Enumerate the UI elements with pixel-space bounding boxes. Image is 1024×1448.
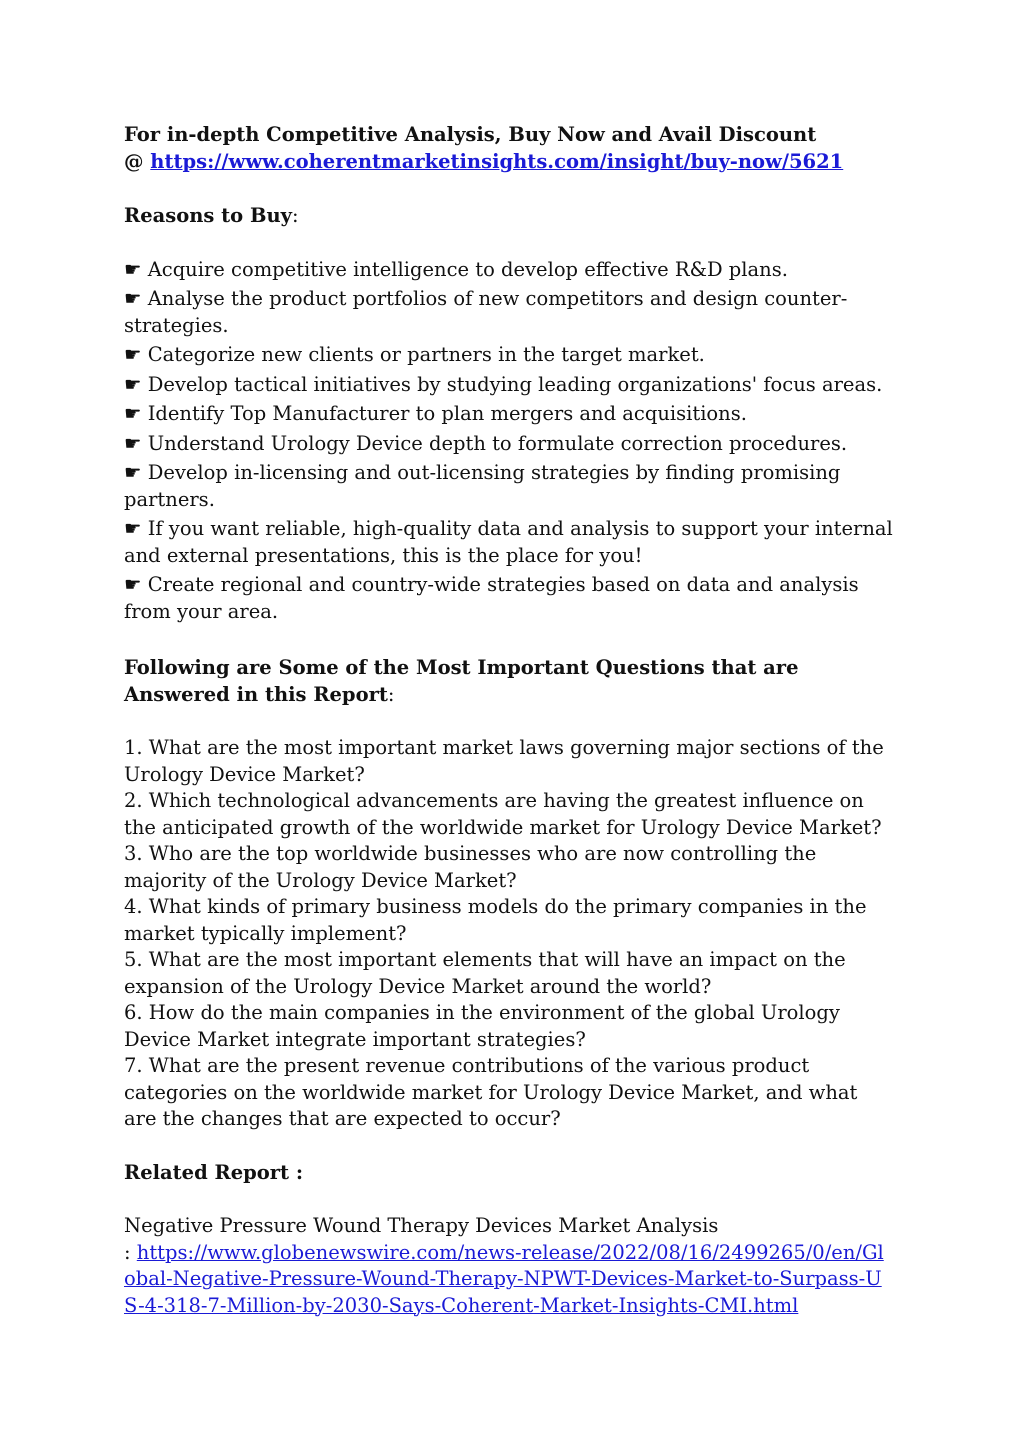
reasons-heading-colon: : (291, 204, 299, 227)
pointing-hand-icon: ☛ (124, 573, 142, 596)
questions-heading-colon: : (387, 682, 395, 706)
list-item: ☛ Understand Urology Device depth to formulate correction procedures. (124, 431, 848, 455)
list-item: 3. Who are the top worldwide businesses who are now controlling the majority of the Urology Device Market? (124, 842, 817, 892)
list-item: 4. What kinds of primary business models do the primary companies in the market typically implement? (124, 895, 867, 945)
list-item: ☛ Identify Top Manufacturer to plan mergers and acquisitions. (124, 402, 747, 425)
list-item: ☛ Acquire competitive intelligence to develop effective R&D plans. (124, 257, 788, 281)
related-report-link[interactable]: https://www.globenewswire.com/news-release/2022/08/16/2499265/0/en/Global-Negative-Pressure-Wound-Therapy-NPWT-Devices-Market-to-Surpass-US-4-318-7-Million-by-2030-Says-Coherent-Market-Insights-CMI.html (124, 1240, 884, 1317)
list-item: ☛ Develop in-licensing and out-licensing strategies by finding promising partners. (124, 461, 841, 511)
related-report-heading: Related Report : (124, 1160, 304, 1184)
cta-text: For in-depth Competitive Analysis, Buy Now and Avail Discount (124, 123, 817, 146)
related-report-colon: : (124, 1240, 137, 1264)
at-sign: @ (124, 149, 151, 173)
document-page (124, 122, 894, 1319)
questions-heading-text: Following are Some of the Most Important Questions that are Answered in this Report (124, 656, 799, 706)
related-report (124, 1213, 894, 1319)
list-item: ☛ Develop tactical initiatives by studying leading organizations' focus areas. (124, 372, 883, 396)
pointing-hand-icon: ☛ (124, 431, 142, 455)
questions-heading (124, 655, 894, 708)
reasons-heading (124, 203, 894, 230)
pointing-hand-icon: ☛ (124, 372, 142, 396)
reasons-list (124, 257, 894, 626)
buy-now-link[interactable]: https://www.coherentmarketinsights.com/insight/buy-now/5621 (150, 149, 844, 173)
cta-section (124, 122, 894, 175)
list-item: 7. What are the present revenue contributions of the various product categories on the worldwide market for Urology Device Market, and what are the changes that are expected to occur? (124, 1054, 858, 1130)
questions-list (124, 735, 894, 1133)
list-item: ☛ Analyse the product portfolios of new competitors and design counter-strategies. (124, 287, 848, 337)
list-item: ☛ Create regional and country-wide strategies based on data and analysis from your area. (124, 573, 859, 623)
list-item: 6. How do the main companies in the environment of the global Urology Device Market integrate important strategies? (124, 1001, 840, 1051)
pointing-hand-icon: ☛ (124, 402, 142, 425)
list-item: 2. Which technological advancements are having the greatest influence on the anticipated growth of the worldwide market for Urology Device Market? (124, 789, 882, 839)
pointing-hand-icon: ☛ (124, 257, 142, 281)
list-item: 5. What are the most important elements that will have an impact on the expansion of the Urology Device Market around the world? (124, 948, 846, 998)
related-report-title: Negative Pressure Wound Therapy Devices Market Analysis (124, 1214, 719, 1237)
pointing-hand-icon: ☛ (124, 343, 142, 366)
list-item: ☛ Categorize new clients or partners in the target market. (124, 343, 705, 366)
pointing-hand-icon: ☛ (124, 287, 142, 310)
list-item: ☛ If you want reliable, high-quality data and analysis to support your internal and external presentations, this is the place for you! (124, 517, 893, 567)
reasons-heading-text: Reasons to Buy (124, 204, 292, 227)
list-item: 1. What are the most important market laws governing major sections of the Urology Device Market? (124, 736, 884, 786)
pointing-hand-icon: ☛ (124, 517, 142, 540)
pointing-hand-icon: ☛ (124, 461, 142, 484)
